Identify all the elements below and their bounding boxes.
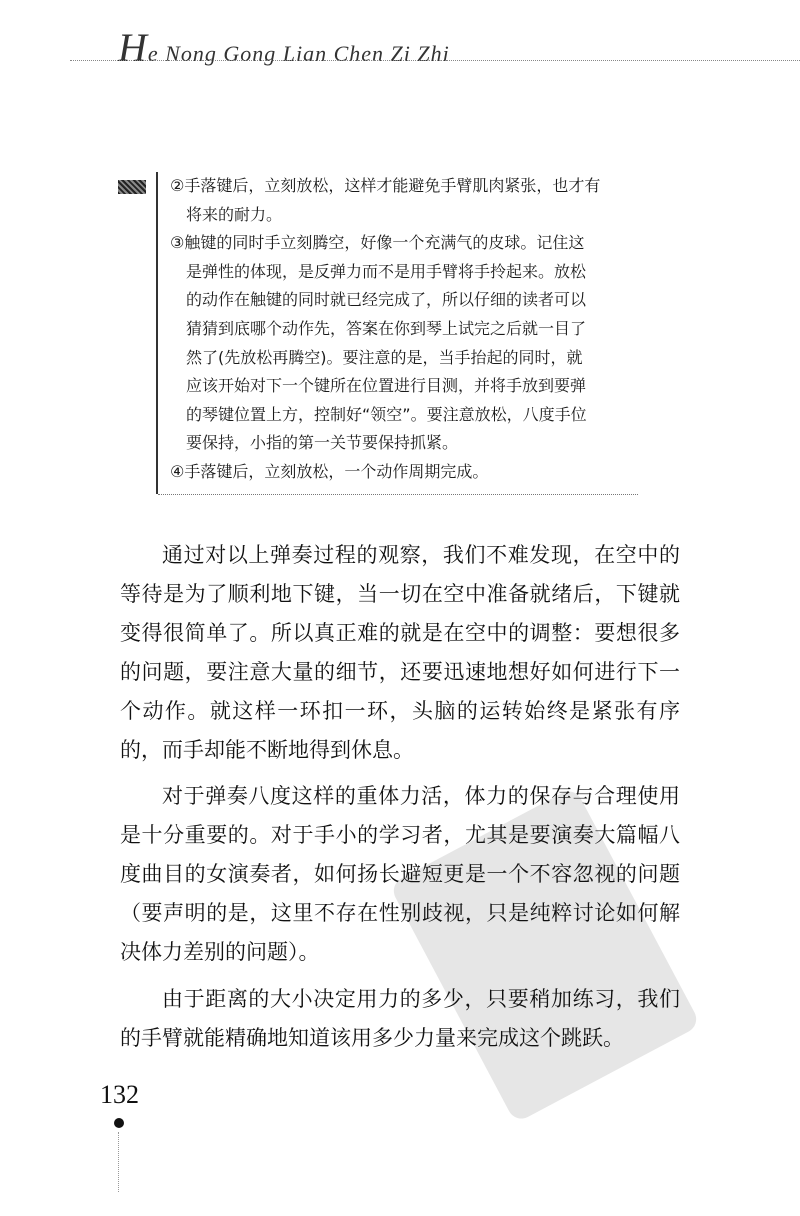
page-bullet-icon bbox=[114, 1118, 124, 1128]
box-vertical-rule bbox=[156, 172, 158, 494]
body-paragraph: 由于距离的大小决定用力的多少，只要稍加练习，我们的手臂就能精确地知道该用多少力量来完成这个跳跃。 bbox=[120, 986, 680, 1050]
sidebar-line: 猜猜到底哪个动作先，答案在你到琴上试完之后就一目了 bbox=[186, 318, 587, 338]
sidebar-line: 的动作在触键的同时就已经完成了，所以仔细的读者可以 bbox=[186, 290, 587, 310]
running-title: He Nong Gong Lian Chen Zi Zhi bbox=[118, 25, 450, 70]
sidebar-line: 将来的耐力。 bbox=[186, 204, 283, 224]
body-text bbox=[120, 536, 680, 1066]
box-marker-icon bbox=[118, 180, 146, 194]
box-bottom-rule bbox=[158, 494, 638, 495]
sidebar-text bbox=[170, 172, 670, 487]
page-number: 132 bbox=[100, 1080, 139, 1109]
header-rule bbox=[70, 60, 800, 61]
sidebar-line: 然了(先放松再腾空)。要注意的是，当手抬起的同时，就 bbox=[186, 347, 583, 367]
footer-dotted-rule bbox=[118, 1132, 119, 1192]
sidebar-line: 要保持，小指的第一关节要保持抓紧。 bbox=[186, 433, 459, 453]
running-header bbox=[70, 12, 800, 72]
sidebar-line: 应该开始对下一个键所在位置进行目测，并将手放到要弹 bbox=[186, 376, 587, 396]
sidebar-line: 是弹性的体现，是反弹力而不是用手臂将手拎起来。放松 bbox=[186, 261, 587, 281]
body-paragraph: 通过对以上弹奏过程的观察，我们不难发现，在空中的等待是为了顺利地下键，当一切在空中准备就绪后，下键就变得很简单了。所以真正难的就是在空中的调整：要想很多的问题，要注意大量的细节，还要迅速地想好如何进行下一个动作。就这样一环扣一环，头脑的运转始终是紧张有序的，而手却能不断地得到休息。 bbox=[120, 543, 680, 762]
sidebar-line: 的琴键位置上方，控制好“领空”。要注意放松，八度手位 bbox=[186, 404, 587, 424]
sidebar-line: ③触键的同时手立刻腾空，好像一个充满气的皮球。记住这 bbox=[170, 233, 585, 253]
body-paragraph: 对于弹奏八度这样的重体力活，体力的保存与合理使用是十分重要的。对于手小的学习者，尤其是要演奏大篇幅八度曲目的女演奏者，如何扬长避短更是一个不容忽视的问题（要声明的是，这里不存在性别歧视，只是纯粹讨论如何解决体力差别的问题）。 bbox=[120, 784, 680, 965]
sidebar-line: ②手落键后，立刻放松，这样才能避免手臂肌肉紧张，也才有 bbox=[170, 176, 601, 195]
sidebar-line: ④手落键后，立刻放松，一个动作周期完成。 bbox=[170, 461, 489, 481]
sidebar-box bbox=[118, 172, 678, 497]
